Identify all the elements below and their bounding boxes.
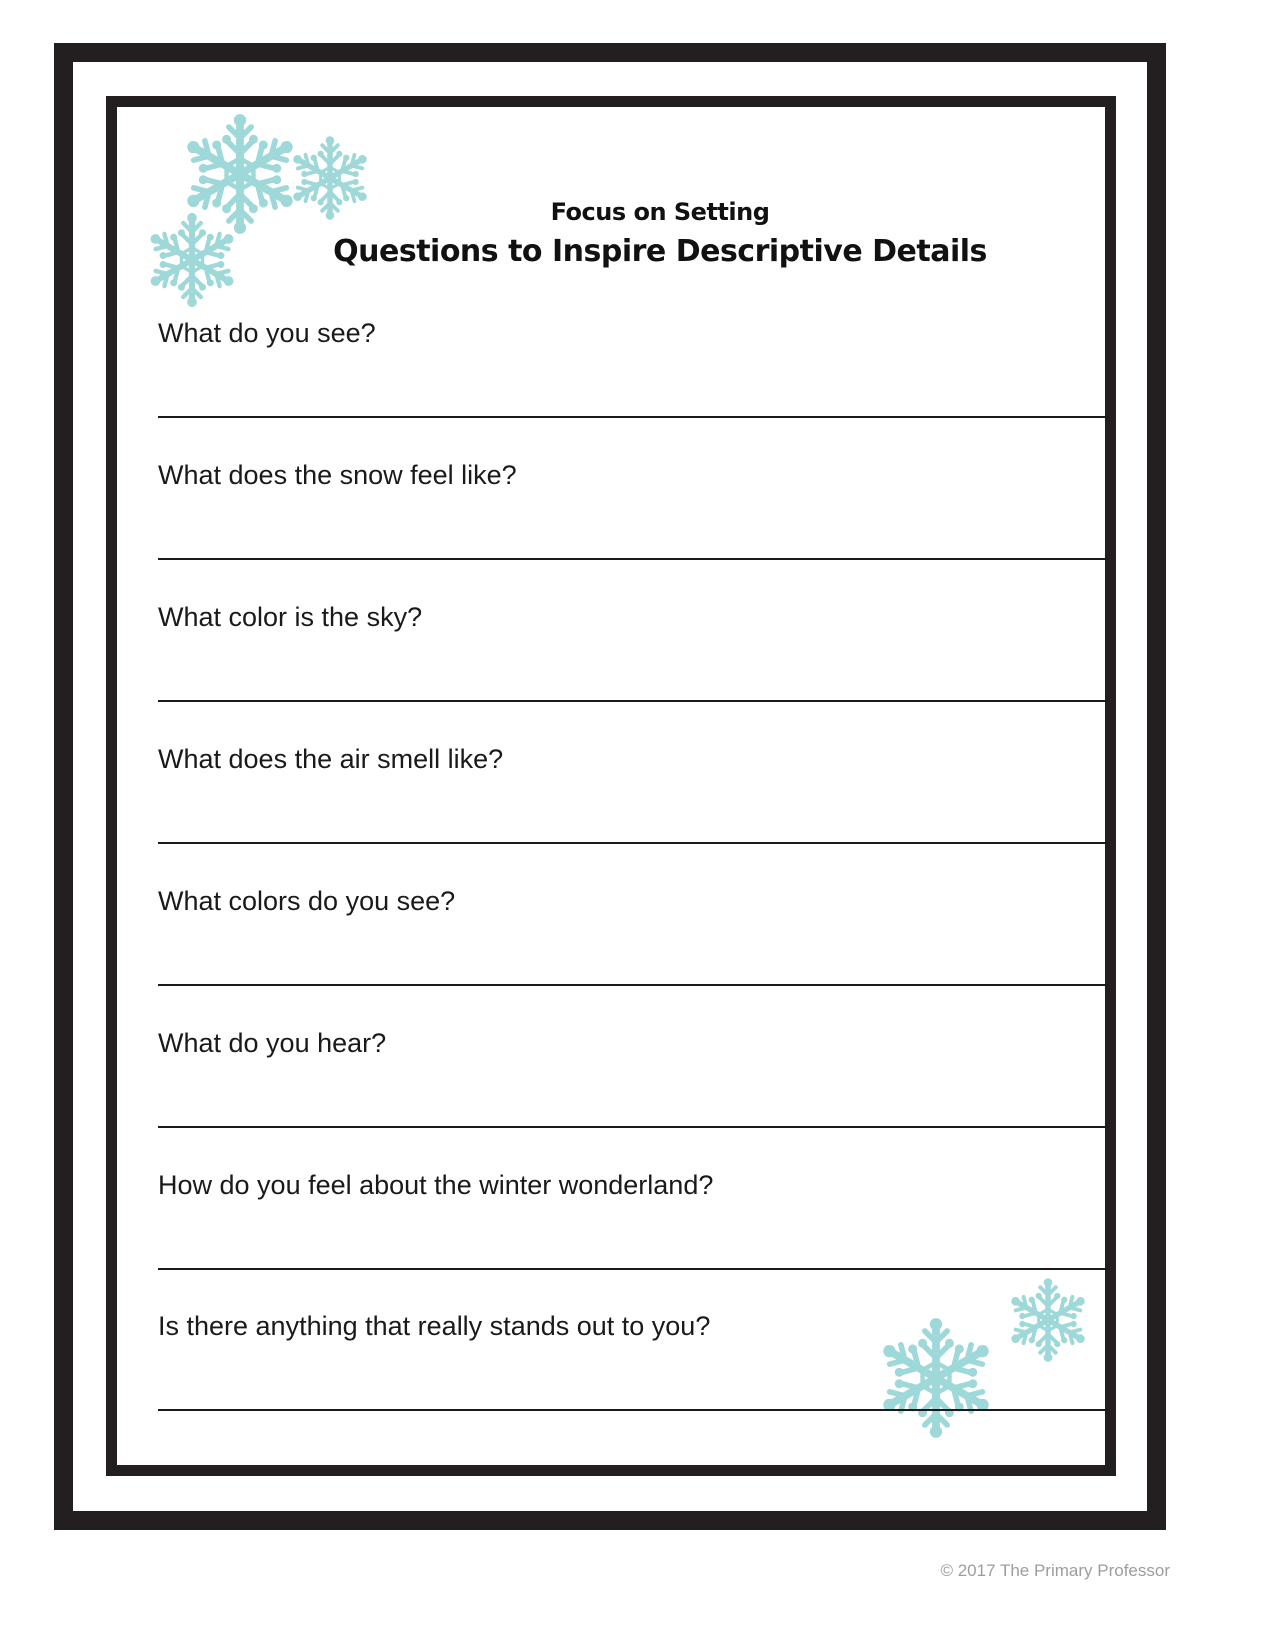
answer-line[interactable]: [158, 558, 1108, 560]
snowflake-icon: [1006, 1278, 1090, 1362]
question-text: Is there anything that really stands out to you?: [158, 1311, 711, 1341]
copyright-notice: © 2017 The Primary Professor: [940, 1561, 1170, 1580]
question-text: What color is the sky?: [158, 602, 423, 632]
question-text: What colors do you see?: [158, 886, 456, 916]
answer-line[interactable]: [158, 416, 1108, 418]
question-text: What do you see?: [158, 318, 376, 348]
answer-line[interactable]: [158, 1268, 1108, 1270]
worksheet-title: Questions to Inspire Descriptive Details: [333, 234, 987, 269]
question-text: What does the air smell like?: [158, 744, 504, 774]
worksheet-subtitle: Focus on Setting: [550, 198, 770, 226]
snowflake-icon: [874, 1316, 998, 1440]
snowflake-icon: [144, 212, 240, 308]
question-text: What do you hear?: [158, 1028, 387, 1058]
answer-line[interactable]: [158, 700, 1108, 702]
question-text: What does the snow feel like?: [158, 460, 517, 490]
answer-line[interactable]: [158, 1409, 1108, 1411]
answer-line[interactable]: [158, 1126, 1108, 1128]
question-text: How do you feel about the winter wonderland?: [158, 1170, 714, 1200]
answer-line[interactable]: [158, 984, 1108, 986]
answer-line[interactable]: [158, 842, 1108, 844]
